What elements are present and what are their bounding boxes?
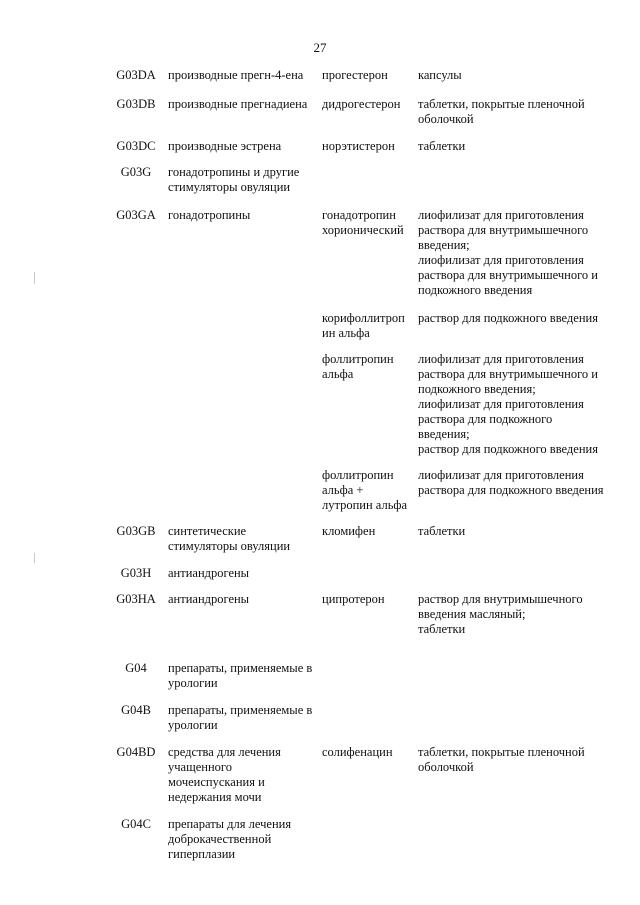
table-row bbox=[108, 97, 623, 127]
atc-description: синтетические стимуляторы овуляции bbox=[168, 524, 291, 553]
atc-code: G04BD bbox=[116, 745, 156, 759]
dosage-form: лиофилизат для приготовления раствора для внутримышечного введения; лиофилизат для приготовления раствора для внутримышечного и подкожного введения bbox=[418, 208, 598, 297]
atc-code: G03DB bbox=[116, 97, 156, 111]
atc-description: производные прегн-4-ена bbox=[168, 68, 304, 82]
drug-name: солифенацин bbox=[322, 745, 393, 759]
table-row bbox=[108, 745, 623, 805]
atc-description: производные прегнадиена bbox=[168, 97, 308, 111]
atc-description: препараты для лечения доброкачественной гиперплазии bbox=[168, 817, 292, 861]
dosage-form: таблетки, покрытые пленочной оболочкой bbox=[418, 745, 585, 774]
atc-code: G03DA bbox=[116, 68, 156, 82]
dosage-form: лиофилизат для приготовления раствора для подкожного введения bbox=[418, 468, 604, 497]
atc-code: G03H bbox=[120, 566, 152, 580]
table-row bbox=[108, 165, 623, 195]
atc-description: гонадотропины и другие стимуляторы овуляции bbox=[168, 165, 300, 194]
dosage-form: капсулы bbox=[418, 68, 462, 82]
atc-code: G03DC bbox=[116, 139, 156, 153]
drug-name: ципротерон bbox=[322, 592, 385, 606]
atc-code: G04 bbox=[125, 661, 147, 675]
atc-description: препараты, применяемые в урологии bbox=[168, 703, 313, 732]
atc-description: препараты, применяемые в урологии bbox=[168, 661, 313, 690]
dosage-form: таблетки bbox=[418, 139, 466, 153]
dosage-form: таблетки bbox=[418, 524, 466, 538]
atc-code: G03GA bbox=[116, 208, 156, 222]
atc-description: антиандрогены bbox=[168, 592, 250, 606]
table-row bbox=[108, 68, 623, 83]
dosage-form: таблетки, покрытые пленочной оболочкой bbox=[418, 97, 585, 126]
dosage-form: лиофилизат для приготовления раствора для внутримышечного и подкожного введения; лиофилизат для приготовления раствора для подкожного введения; раствор для подкожного введения bbox=[418, 352, 598, 456]
table-row bbox=[108, 208, 623, 513]
table-row bbox=[108, 817, 623, 862]
table-row bbox=[108, 139, 623, 154]
atc-code: G04C bbox=[121, 817, 151, 831]
atc-description: антиандрогены bbox=[168, 566, 250, 580]
table-row bbox=[108, 592, 623, 637]
atc-description: производные эстрена bbox=[168, 139, 282, 153]
atc-code: G03G bbox=[120, 165, 152, 179]
table-row bbox=[108, 661, 623, 691]
table-row bbox=[108, 524, 623, 554]
drug-name: фоллитропин альфа bbox=[322, 352, 394, 381]
dosage-form: раствор для внутримышечного введения масляный; таблетки bbox=[418, 592, 583, 636]
atc-code: G04B bbox=[121, 703, 151, 717]
drug-table bbox=[108, 68, 623, 862]
drug-name: фоллитропин альфа + лутропин альфа bbox=[322, 468, 408, 512]
page-number: 27 bbox=[313, 40, 327, 55]
drug-name: кломифен bbox=[322, 524, 376, 538]
table-row bbox=[108, 703, 623, 733]
scan-edge-mark bbox=[34, 553, 35, 563]
atc-code: G03GB bbox=[116, 524, 156, 538]
scan-edge-mark bbox=[34, 272, 35, 284]
drug-name: прогестерон bbox=[322, 68, 388, 82]
atc-description: гонадотропины bbox=[168, 208, 251, 222]
atc-code: G03HA bbox=[116, 592, 156, 606]
drug-name: корифоллитроп ин альфа bbox=[322, 311, 405, 340]
drug-name: дидрогестерон bbox=[322, 97, 401, 111]
atc-description: средства для лечения учащенного мочеиспускания и недержания мочи bbox=[168, 745, 281, 804]
dosage-form: раствор для подкожного введения bbox=[418, 311, 598, 325]
table-row bbox=[108, 566, 623, 581]
drug-name: гонадотропин хорионический bbox=[322, 208, 404, 237]
drug-name: норэтистерон bbox=[322, 139, 395, 153]
